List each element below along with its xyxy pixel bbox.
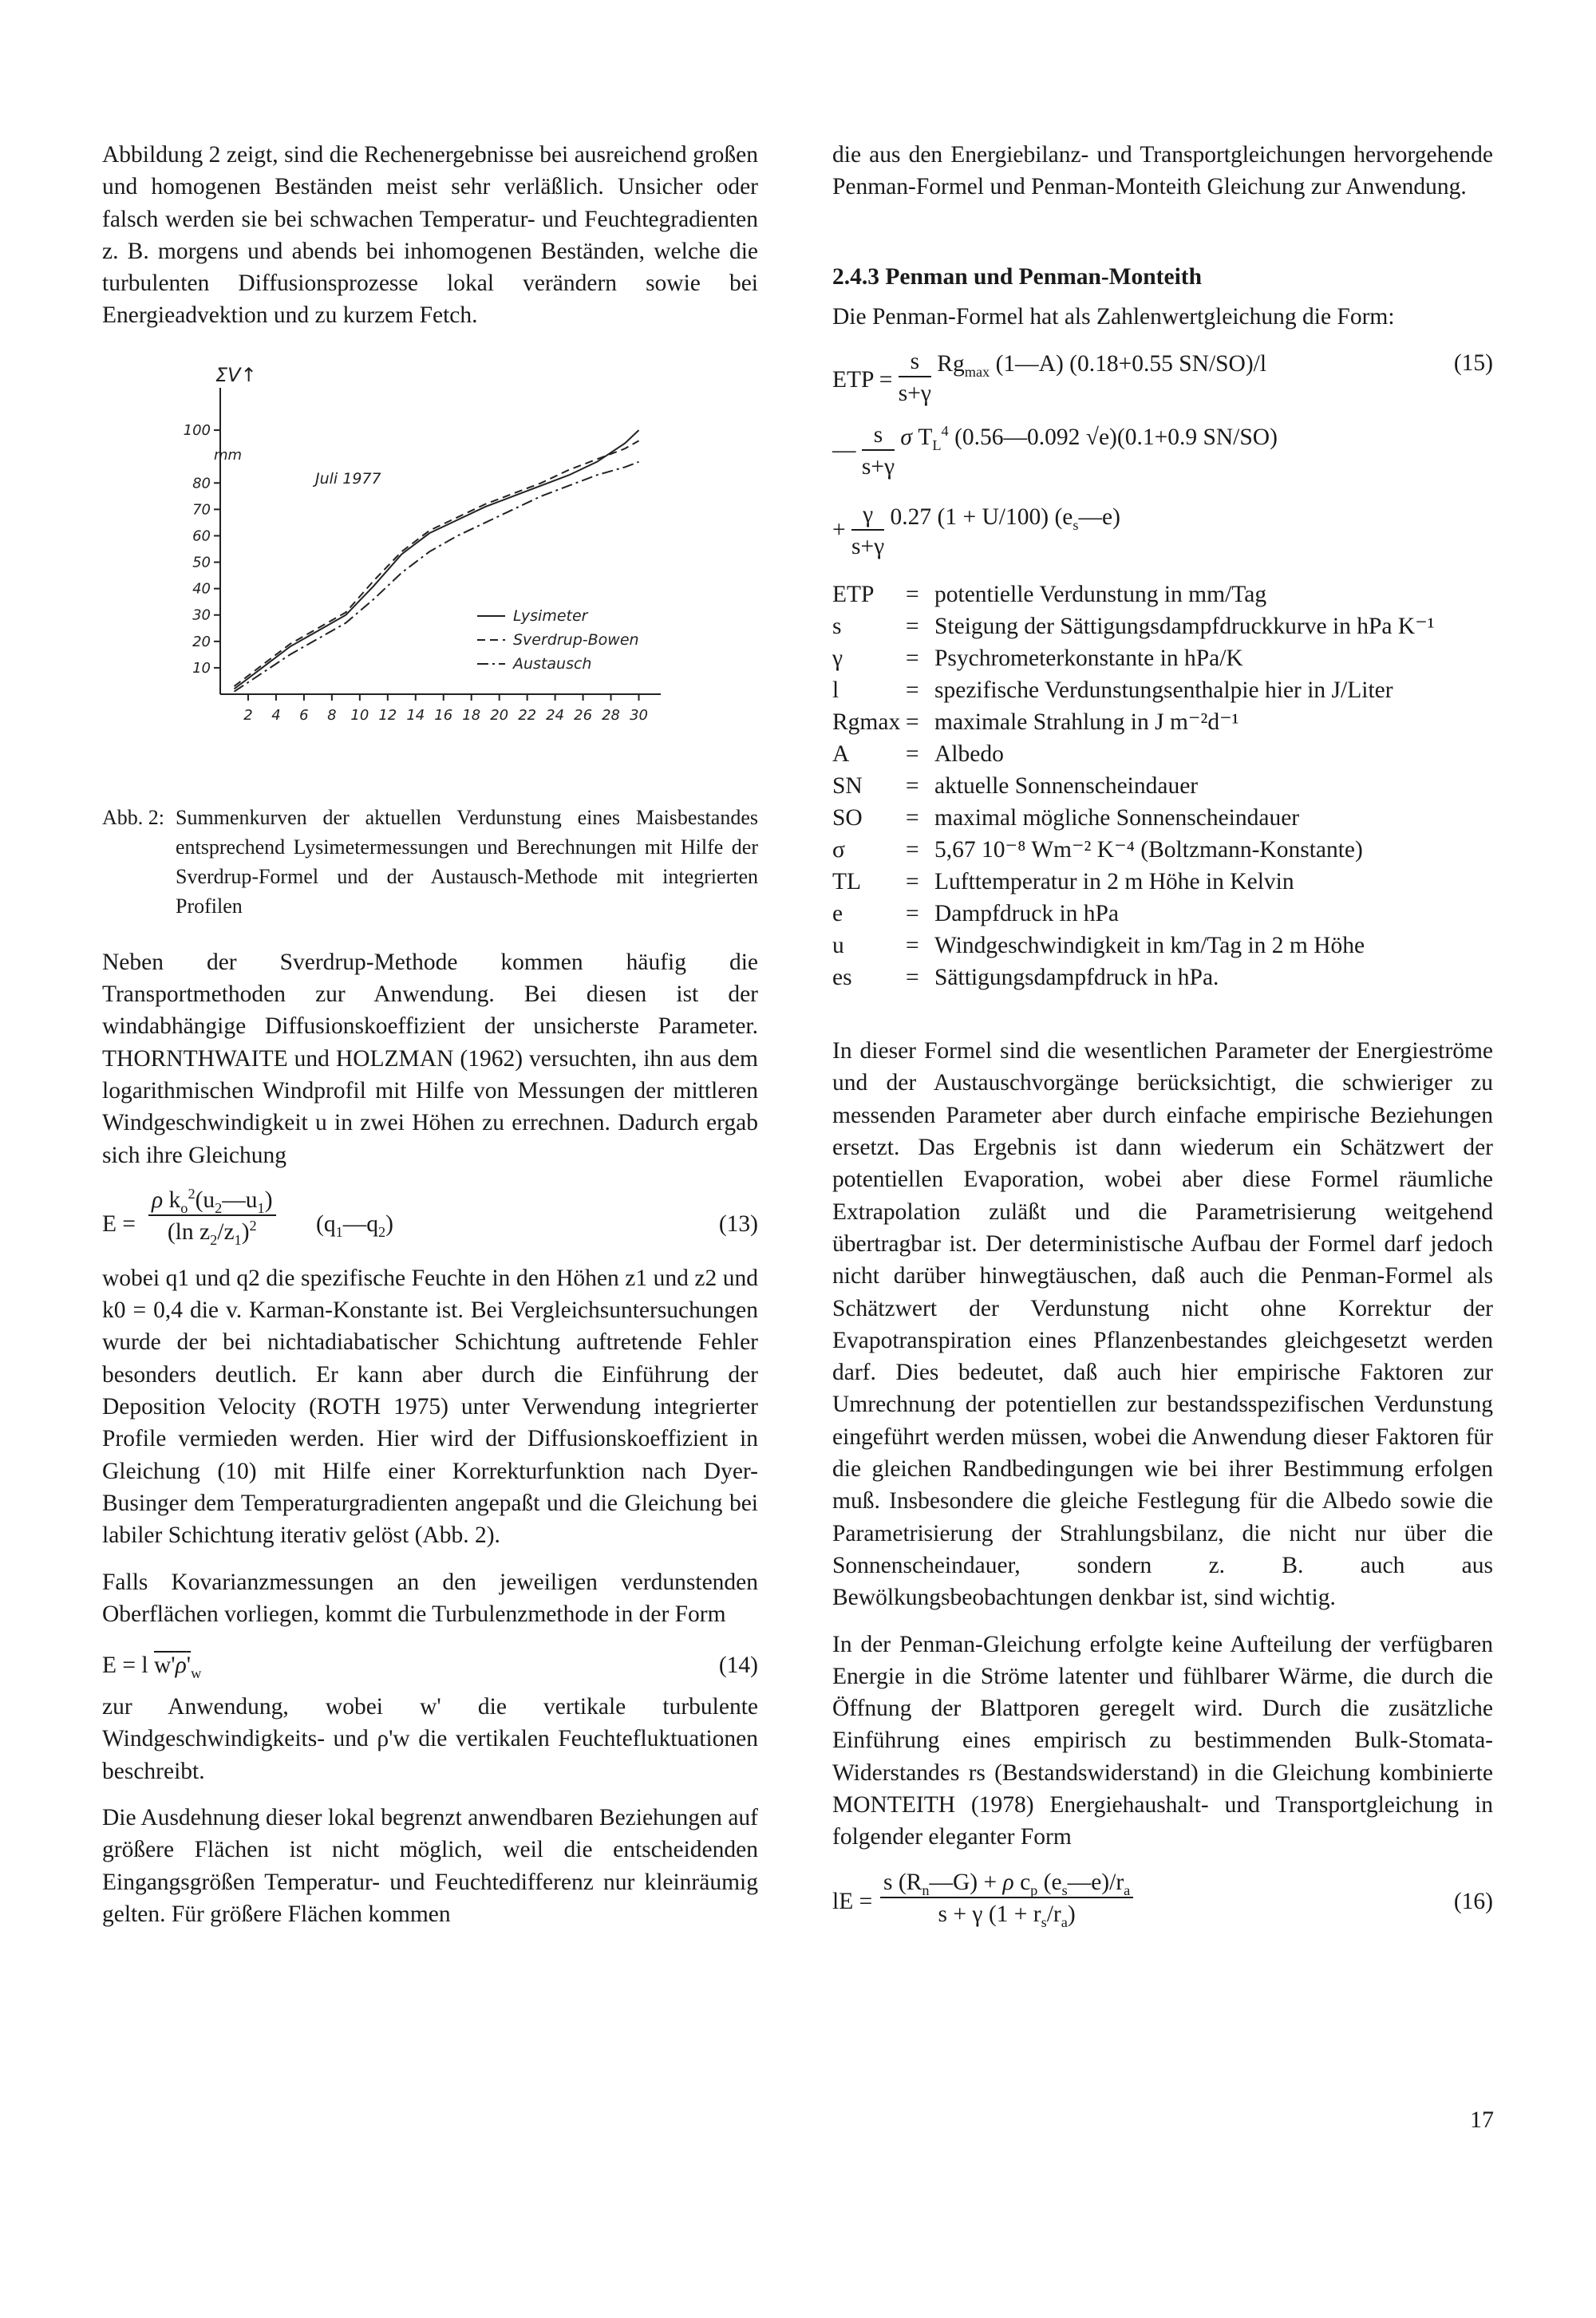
y-tick-label: 70	[192, 501, 211, 519]
x-tick-label: 14	[406, 706, 425, 724]
equation-15-number: (15)	[1453, 350, 1493, 377]
symbol-description: Lufttemperatur in 2 m Höhe in Kelvin	[934, 869, 1294, 895]
right-paragraph-3: In dieser Formel sind die wesentlichen Parameter der Energieströme und der Austauschvorgänge berücksichtigt, die schwieriger zu messenden Parameter aber durch einfache empirische Beziehungen ersetzt. Das Ergebnis ist dann wiederum ein Schätzwert der potentiellen Evaporation, wobei aber diese Formel räumliche Extrapolation zuläßt und die Parametrisierung weitgehend übertragbar ist. Der deterministische Aufbau der Formel darf jedoch nicht darüber hinwegtäuschen, daß auch die Penman-Formel als Schätzwert der Verdunstung nicht ohne Korrektur der Evapotranspiration eines Pflanzenbestandes gleichgesetzt werden darf. Dies bedeutet, daß auch hier empirische Faktoren zur Umrechnung der potentiellen zur bestandsspezifischen Verdunstung eingeführt werden müssen, wobei die Anwendung dieser Faktoren für die gleichen Randbedingungen wie bei ihrer Bestimmung erfolgen muß. Insbesondere die gleiche Festlegung für die Albedo sowie die Parametrisierung der Strahlungsbilanz, die nicht nur über die Sonnenscheindauer, sondern z. B. auch aus Bewölkungsbeobachtungen denkbar ist, sind wichtig.	[832, 1038, 1493, 1611]
symbol-name: l	[832, 677, 839, 704]
caption-label: Abb. 2:	[102, 805, 164, 829]
left-column	[102, 139, 758, 1945]
symbol-name: SN	[832, 773, 863, 800]
legend-label: Sverdrup-Bowen	[513, 630, 639, 649]
symbol-row	[832, 898, 1493, 930]
equals-sign: =	[906, 837, 919, 863]
x-tick-label: 12	[378, 706, 397, 724]
symbol-description: Dampfdruck in hPa	[934, 901, 1120, 927]
chart-yunit: mm	[214, 446, 243, 464]
x-tick-label: 2	[243, 706, 253, 724]
caption-text: Summenkurven der aktuellen Verdunstung eines Maisbestandes entsprechend Lysimetermessungen und Berechnungen mit Hilfe der Sverdrup-Formel und der Austausch-Methode mit integrierten Profilen	[176, 805, 758, 918]
y-tick-label: 80	[192, 475, 211, 492]
right-paragraph-1: die aus den Energiebilanz- und Transportgleichungen hervorgehende Penman-Formel und Penman-Monteith Gleichung zur Anwendung.	[832, 142, 1493, 200]
equals-sign: =	[906, 646, 919, 672]
equation-15: ETP = $\frac{s}{s+\gamma}$ $Rg_{max}$ (1—A) (0.18+0.55 SN/SO)/l (15) — $\frac{s}{s+\gamma}$ σ $T_L^4$ (0.56—0.092 √e)(0.1+0.9 SN/SO) + $\frac{\gamma}{s+\gamma}$ 0.27 (1 + U/100) $(e_s—e)$	[832, 349, 1493, 560]
symbol-description: maximale Strahlung in J m⁻²d⁻¹	[934, 709, 1239, 736]
equals-sign: =	[906, 933, 919, 959]
symbol-description: 5,67 10⁻⁸ Wm⁻² K⁻⁴ (Boltzmann-Konstante)	[934, 837, 1363, 863]
section-heading: 2.4.3 Penman und Penman-Monteith	[832, 263, 1203, 290]
symbol-description: Sättigungsdampfdruck in hPa.	[934, 965, 1219, 991]
y-tick-label: 60	[192, 527, 211, 545]
x-tick-label: 24	[546, 706, 565, 724]
symbol-name: e	[832, 901, 843, 927]
left-paragraph-2: Neben der Sverdrup-Methode kommen häufig die Transportmethoden zur Anwendung. Bei diesen ist der windabhängige Diffusionskoeffizient der unsicherste Parameter. THORNTHWAITE und HOLZMAN (1962) versuchten, ihn aus dem logarithmischen Windprofil mit Hilfe von Messungen der mittleren Windgeschwindigkeit u in zwei Höhen zu errechnen. Dadurch ergab sich ihre Gleichung	[102, 949, 758, 1168]
x-tick-label: 4	[271, 706, 281, 724]
left-paragraph-3: wobei q1 und q2 die spezifische Feuchte in den Höhen z1 und z2 und k0 = 0,4 die v. Karman-Konstante ist. Bei Vergleichsuntersuchungen wurde der bei nichtadiabatischer Schichtung auftretende Fehler besonders deutlich. Er kann aber durch die Einführung der Deposition Velocity (ROTH 1975) unter Verwendung integrierter Profile vermieden werden. Hier wird der Diffusionskoeffizient in Gleichung (10) mit Hilfe einer Korrekturfunktion nach Dyer-Businger dem Temperaturgradienten angepaßt und die Gleichung bei labiler Schichtung iterativ gelöst (Abb. 2).	[102, 1265, 758, 1549]
chart-title: Juli 1977	[315, 469, 381, 488]
symbol-legend	[832, 579, 1493, 993]
right-column	[832, 139, 1493, 1940]
symbol-row	[832, 834, 1493, 866]
chart-ylabel: ΣV↑	[215, 363, 257, 386]
x-tick-label: 6	[299, 706, 309, 724]
left-paragraph-1: Abbildung 2 zeigt, sind die Rechenergebnisse bei ausreichend großen und homogenen Beständen meist sehr verläßlich. Unsicher oder falsch werden sie bei schwachen Temperatur- und Feuchtegradienten z. B. morgens und abends bei inhomogenen Beständen, welche die turbulenten Diffusionsprozesse lokal verändern sowie bei Energieadvektion und zu kurzem Fetch.	[102, 142, 758, 329]
equals-sign: =	[906, 773, 919, 800]
symbol-row	[832, 802, 1493, 834]
series-line-sverdrup-bowen	[234, 440, 638, 686]
x-tick-label: 8	[327, 706, 337, 724]
symbol-name: es	[832, 965, 852, 991]
symbol-name: s	[832, 614, 842, 640]
y-tick-label: 40	[192, 580, 211, 598]
symbol-name: Rgmax	[832, 709, 901, 736]
cumulative-evaporation-chart	[102, 356, 758, 755]
symbol-name: A	[832, 741, 850, 768]
x-tick-label: 30	[630, 706, 648, 724]
right-paragraph-2: Die Penman-Formel hat als Zahlenwertgleichung die Form:	[832, 303, 1395, 330]
y-tick-label: 10	[192, 659, 211, 677]
legend-label: Lysimeter	[513, 606, 588, 625]
x-tick-label: 28	[602, 706, 621, 724]
y-tick-label: 20	[192, 633, 211, 650]
series-line-lysimeter	[234, 430, 638, 689]
symbol-row	[832, 642, 1493, 674]
x-tick-label: 20	[490, 706, 509, 724]
symbol-description: Steigung der Sättigungsdampfdruckkurve in hPa K⁻¹	[934, 614, 1435, 640]
equals-sign: =	[906, 869, 919, 895]
symbol-name: ETP	[832, 582, 875, 608]
equals-sign: =	[906, 614, 919, 640]
y-tick-label: 30	[192, 606, 211, 624]
symbol-name: TL	[832, 869, 862, 895]
symbol-row	[832, 610, 1493, 642]
x-tick-label: 22	[518, 706, 537, 724]
symbol-name: γ	[832, 646, 843, 672]
x-tick-label: 18	[462, 706, 481, 724]
equals-sign: =	[906, 677, 919, 704]
equals-sign: =	[906, 965, 919, 991]
figure-caption	[102, 803, 758, 921]
symbol-row	[832, 866, 1493, 898]
symbol-row	[832, 674, 1493, 706]
symbol-description: aktuelle Sonnenscheindauer	[934, 773, 1199, 800]
equals-sign: =	[906, 709, 919, 736]
legend-label: Austausch	[513, 654, 592, 673]
symbol-name: σ	[832, 837, 845, 863]
y-tick-label: 50	[192, 554, 211, 571]
equals-sign: =	[906, 901, 919, 927]
equation-13-number: (13)	[718, 1210, 758, 1237]
left-paragraph-6: Die Ausdehnung dieser lokal begrenzt anwendbaren Beziehungen auf größere Flächen ist nicht möglich, weil die entscheidenden Eingangsgrößen Temperatur- und Feuchtedifferenz nur kleinräumig gelten. Für größere Flächen kommen	[102, 1805, 758, 1927]
symbol-row	[832, 579, 1493, 610]
x-tick-label: 16	[434, 706, 453, 724]
symbol-row	[832, 738, 1493, 770]
equation-16-number: (16)	[1453, 1888, 1493, 1914]
page-number: 17	[1470, 2107, 1494, 2133]
symbol-name: u	[832, 933, 844, 959]
symbol-description: Windgeschwindigkeit in km/Tag in 2 m Höhe	[934, 933, 1365, 959]
equals-sign: =	[906, 805, 919, 831]
equals-sign: =	[906, 741, 919, 768]
y-tick-label: 100	[183, 421, 211, 439]
equation-14: E = l $w'\rho'_w$ (14)	[102, 1645, 758, 1691]
symbol-description: spezifische Verdunstungsenthalpie hier in J/Liter	[934, 677, 1393, 704]
symbol-name: SO	[832, 805, 863, 831]
right-paragraph-4: In der Penman-Gleichung erfolgte keine Aufteilung der verfügbaren Energie in die Ströme latenter und fühlbarer Wärme, die durch die Öffnung der Blattporen geregelt wird. Durch die zusätzliche Einführung eines empirisch zu bestimmenden Bulk-Stomata-Widerstandes rs (Bestandswiderstand) in die Gleichung kombinierte MONTEITH (1978) Energiehaushalt- und Transportgleichung in folgender eleganter Form	[832, 1631, 1493, 1850]
symbol-description: maximal mögliche Sonnenscheindauer	[934, 805, 1300, 831]
symbol-description: Psychrometerkonstante in hPa/K	[934, 646, 1243, 672]
equation-14-number: (14)	[718, 1653, 758, 1679]
symbol-description: Albedo	[934, 741, 1004, 768]
left-paragraph-4: Falls Kovarianzmessungen an den jeweiligen verdunstenden Oberflächen vorliegen, kommt die Turbulenzmethode in der Form	[102, 1569, 758, 1627]
symbol-row	[832, 706, 1493, 738]
symbol-row	[832, 962, 1493, 993]
symbol-row	[832, 930, 1493, 962]
equation-16: lE = $\frac{s (R_n—G) + \rho c_p (e_s—e)/r_a}{s + \gamma (1 + r_s/r_a)}$ (16)	[832, 1869, 1493, 1930]
x-tick-label: 10	[350, 706, 369, 724]
equation-13: E = $\frac{\rho k_o^2(u_2—u_1)}{(\ln z_2/z_1)^2}$ $(q_1—q_2)$ (13)	[102, 1186, 758, 1248]
symbol-row	[832, 770, 1493, 802]
figure-2	[102, 356, 758, 922]
equals-sign: =	[906, 582, 919, 608]
symbol-description: potentielle Verdunstung in mm/Tag	[934, 582, 1267, 608]
x-tick-label: 26	[574, 706, 593, 724]
left-paragraph-5: zur Anwendung, wobei w' die vertikale turbulente Windgeschwindigkeits- und ρ'w die vertikalen Feuchtefluktuationen beschreibt.	[102, 1694, 758, 1784]
